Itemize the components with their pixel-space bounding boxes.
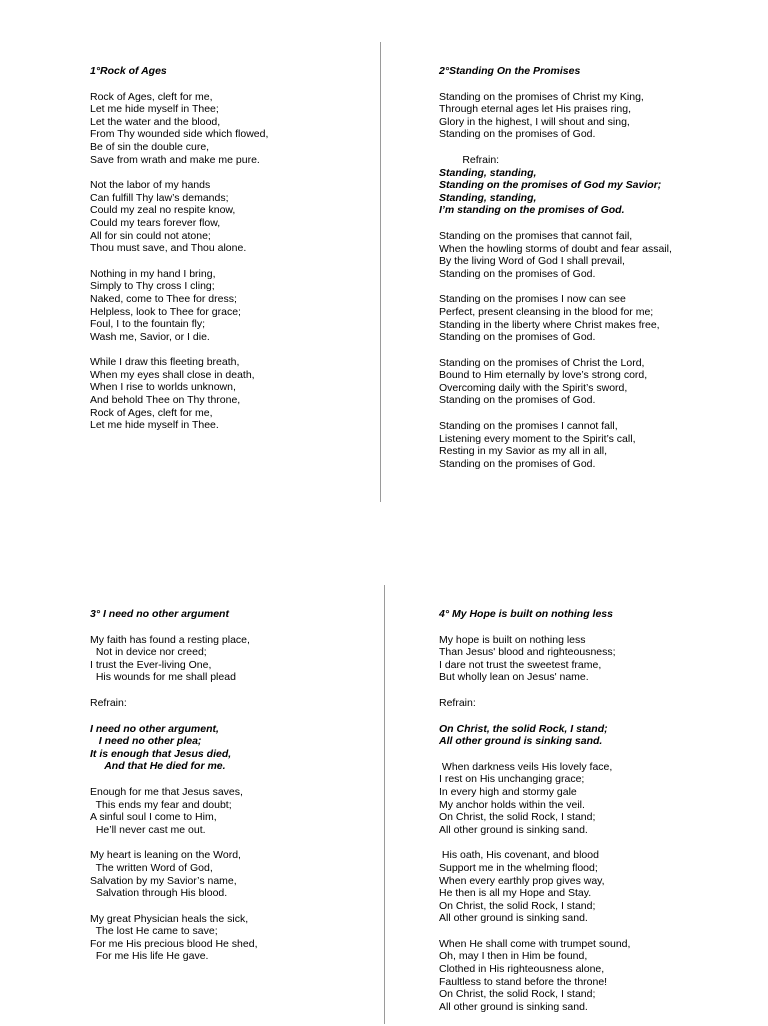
lyric-line: My faith has found a resting place, (90, 633, 250, 646)
stanza (90, 356, 360, 432)
lyric-line: All for sin could not atone; (90, 229, 211, 242)
lyric-line: Standing on the promises I now can see (439, 293, 626, 306)
refrain (90, 723, 370, 773)
lyric-line: Glory in the highest, I will shout and sing, (439, 115, 630, 128)
lyric-line: Standing on the promises of God. (439, 457, 596, 470)
lyric-line: Standing on the promises I cannot fall, (439, 420, 618, 433)
lyric-line: All other ground is sinking sand. (439, 823, 588, 836)
lyric-line: My hope is built on nothing less (439, 633, 586, 646)
lyric-line: Thou must save, and Thou alone. (90, 242, 247, 255)
lyric-line: Helpless, look to Thee for grace; (90, 305, 241, 318)
lyric-line: Standing on the promises that cannot fail, (439, 229, 633, 242)
stanza (439, 357, 739, 407)
lyric-line: Salvation by my Savior’s name, (90, 874, 237, 887)
stanza (439, 91, 739, 141)
refrain-line: I need no other argument, (90, 722, 219, 735)
lyric-line: He then is all my Hope and Stay. (439, 887, 592, 900)
lyric-line: Listening every moment to the Spirit’s call, (439, 432, 636, 445)
stanza (439, 293, 739, 343)
lyric-line: Rock of Ages, cleft for me, (90, 406, 213, 419)
lyric-line: On Christ, the solid Rock, I stand; (439, 988, 596, 1001)
stanza (90, 913, 370, 963)
lyric-line: I rest on His unchanging grace; (439, 773, 585, 786)
refrain-label: Refrain: (439, 696, 476, 709)
refrain-line: Standing, standing, (439, 166, 537, 179)
lyric-line: In every high and stormy gale (439, 785, 577, 798)
lyric-line: When every earthly prop gives way, (439, 874, 605, 887)
lyric-line: Standing in the liberty where Christ makes free, (439, 318, 660, 331)
hymn-title: 1°Rock of Ages (90, 65, 167, 77)
lyric-line: Standing on the promises of God. (439, 128, 596, 141)
lyric-line: Resting in my Savior as my all in all, (439, 445, 608, 458)
stanza (90, 91, 360, 167)
refrain (439, 723, 739, 748)
lyric-line: While I draw this fleeting breath, (90, 356, 240, 369)
lyric-line: The lost He came to save; (90, 925, 218, 938)
lyric-line: Than Jesus' blood and righteousness; (439, 646, 616, 659)
refrain-line: On Christ, the solid Rock, I stand; (439, 722, 608, 735)
lyric-line: Rock of Ages, cleft for me, (90, 90, 213, 103)
lyric-line: Enough for me that Jesus saves, (90, 785, 243, 798)
lyric-line: All other ground is sinking sand. (439, 1000, 588, 1013)
lyric-line: And behold Thee on Thy throne, (90, 394, 241, 407)
lyric-line: Wash me, Savior, or I die. (90, 330, 210, 343)
lyric-line: I dare not trust the sweetest frame, (439, 658, 602, 671)
stanza (439, 849, 739, 925)
lyric-line: When He shall come with trumpet sound, (439, 937, 631, 950)
lyric-line: But wholly lean on Jesus' name. (439, 671, 589, 684)
stanza (439, 420, 739, 470)
lyric-line: Could my zeal no respite know, (90, 204, 236, 217)
lyric-line: Salvation through His blood. (90, 887, 228, 900)
lyric-line: Can fulfill Thy law’s demands; (90, 191, 229, 204)
lyric-line: Let the water and the blood, (90, 115, 221, 128)
lyric-line: When I rise to worlds unknown, (90, 381, 236, 394)
lyric-line: Standing on the promises of God. (439, 394, 596, 407)
lyric-line: Standing on the promises of God. (439, 331, 596, 344)
lyric-line: I trust the Ever-living One, (90, 658, 212, 671)
stanza (90, 179, 360, 255)
refrain-line: Standing, standing, (439, 191, 537, 204)
hymn-title: 3° I need no other argument (90, 608, 229, 620)
refrain-line: Standing on the promises of God my Savior; (439, 179, 662, 192)
lyric-line: Let me hide myself in Thee; (90, 103, 219, 116)
lyric-line: Foul, I to the fountain fly; (90, 318, 205, 331)
lyric-line: Be of sin the double cure, (90, 140, 210, 153)
lyric-line: A sinful soul I come to Him, (90, 811, 217, 824)
lyric-line: On Christ, the solid Rock, I stand; (439, 899, 596, 912)
lyric-line: My anchor holds within the veil. (439, 798, 585, 811)
lyric-line: Perfect, present cleansing in the blood for me; (439, 305, 654, 318)
lyric-line: Could my tears forever flow, (90, 216, 221, 229)
lyric-line: Clothed in His righteousness alone, (439, 963, 605, 976)
stanza (439, 761, 739, 837)
lyric-line: This ends my fear and doubt; (90, 798, 232, 811)
lyric-line: From Thy wounded side which flowed, (90, 128, 269, 141)
stanza (439, 938, 739, 1014)
lyric-line: When my eyes shall close in death, (90, 368, 255, 381)
lyric-line: His oath, His covenant, and blood (439, 849, 599, 862)
hymn-standing-on-the-promises (439, 65, 739, 483)
lyric-line: When the howling storms of doubt and fear assail, (439, 242, 672, 255)
lyric-line: Simply to Thy cross I cling; (90, 280, 215, 293)
lyric-line: All other ground is sinking sand. (439, 912, 588, 925)
refrain-line: And that He died for me. (90, 760, 226, 773)
hymn-title: 4° My Hope is built on nothing less (439, 608, 613, 620)
stanza (90, 634, 370, 684)
refrain-label: Refrain: (439, 153, 500, 166)
lyric-line: Nothing in my hand I bring, (90, 267, 216, 280)
column-divider-top (380, 42, 381, 502)
hymn-i-need-no-other-argument (90, 608, 370, 976)
lyric-line: Bound to Him eternally by love’s strong cord, (439, 369, 648, 382)
stanza (90, 849, 370, 899)
lyric-line: For me His life He gave. (90, 950, 209, 963)
refrain-label: Refrain: (90, 696, 127, 709)
lyric-line: Let me hide myself in Thee. (90, 419, 219, 432)
stanza (439, 230, 739, 280)
hymn-my-hope-is-built (439, 608, 739, 1026)
lyric-line: On Christ, the solid Rock, I stand; (439, 811, 596, 824)
lyric-line: The written Word of God, (90, 861, 213, 874)
lyric-line: For me His precious blood He shed, (90, 937, 258, 950)
lyric-line: Standing on the promises of Christ the Lord, (439, 356, 645, 369)
stanza (90, 268, 360, 344)
lyric-line: Faultless to stand before the throne! (439, 975, 608, 988)
stanza (439, 634, 739, 684)
refrain-line: It is enough that Jesus died, (90, 747, 232, 760)
lyric-line: He’ll never cast me out. (90, 823, 206, 836)
lyric-line: Through eternal ages let His praises ring, (439, 103, 632, 116)
lyric-line: Naked, come to Thee for dress; (90, 292, 237, 305)
lyric-line: Standing on the promises of Christ my King, (439, 90, 644, 103)
lyric-line: Standing on the promises of God. (439, 267, 596, 280)
refrain-label-block (439, 697, 739, 710)
lyric-line: Save from wrath and make me pure. (90, 153, 260, 166)
lyric-line: My heart is leaning on the Word, (90, 849, 241, 862)
refrain-line: I’m standing on the promises of God. (439, 204, 625, 217)
lyric-line: Oh, may I then in Him be found, (439, 950, 588, 963)
refrain-line: I need no other plea; (90, 735, 202, 748)
refrain-line: All other ground is sinking sand. (439, 735, 603, 748)
lyric-line: Support me in the whelming flood; (439, 861, 598, 874)
lyric-line: Not in device nor creed; (90, 646, 207, 659)
lyric-line: Not the labor of my hands (90, 179, 211, 192)
hymn-title: 2°Standing On the Promises (439, 65, 581, 77)
hymn-rock-of-ages (90, 65, 360, 445)
column-divider-bottom (384, 585, 385, 1024)
lyric-line: His wounds for me shall plead (90, 671, 236, 684)
stanza (90, 786, 370, 836)
lyric-line: Overcoming daily with the Spirit’s sword, (439, 381, 628, 394)
refrain-label-block (90, 697, 370, 710)
lyric-line: When darkness veils His lovely face, (439, 760, 613, 773)
lyric-line: My great Physician heals the sick, (90, 912, 249, 925)
refrain (439, 154, 739, 217)
lyric-line: By the living Word of God I shall prevail, (439, 255, 625, 268)
